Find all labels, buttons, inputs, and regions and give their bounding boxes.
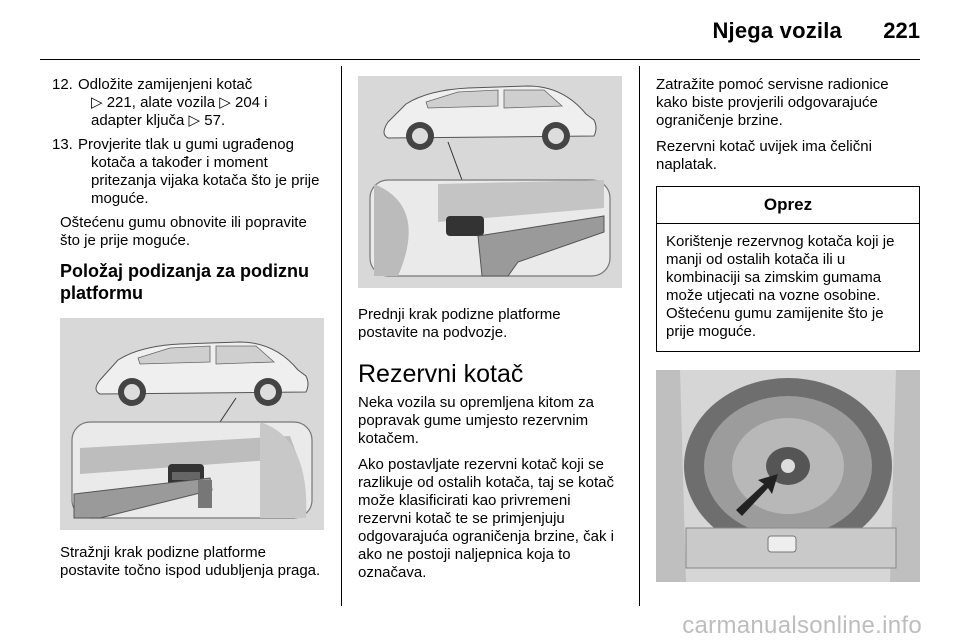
figure-caption: Prednji krak podizne platforme postavite na podvozje. <box>358 306 561 341</box>
list-item-13 <box>52 136 326 208</box>
list-text: kotača a također i moment <box>91 154 268 171</box>
list-number: 12. <box>52 76 73 93</box>
figure-caption: Stražnji krak podizne platforme postavite točno ispod udubljenja praga. <box>60 544 321 579</box>
list-text: Provjerite tlak u gumi ugrađenog <box>78 136 294 153</box>
paragraph: Ako postavljate rezervni kotač koji se razlikuje od ostalih kotača, taj se kotač može klasificirati kao privremeni rezervni kotač te se primjenjuju odgovarajuća ograničenja brzine, čak i ako ne postoji naljepnica koja to označava. <box>358 456 614 581</box>
spare-wheel-figure <box>656 370 920 582</box>
paragraph: Zatražite pomoć servisne radionice kako biste provjerili odgovarajuće ograničenje brzine. <box>656 76 889 129</box>
list-text: moguće. <box>91 190 149 207</box>
column-divider-1 <box>341 66 342 606</box>
list-number: 13. <box>52 136 73 153</box>
paragraph: Rezervni kotač uvijek ima čelični naplatak. <box>656 138 872 173</box>
caution-title: Oprez <box>657 187 919 224</box>
list-text: ▷ 221, alate vozila ▷ 204 i <box>91 94 268 111</box>
list-text: pritezanja vijaka kotača što je prije <box>91 172 320 189</box>
caution-box <box>656 186 920 352</box>
column-3 <box>656 76 920 582</box>
column-1 <box>52 76 326 588</box>
paragraph: Oštećenu gumu obnovite ili popravite što je prije moguće. <box>60 214 307 249</box>
section-heading: Položaj podizanja za podiznu platformu <box>60 261 310 303</box>
section-heading: Rezervni kotač <box>358 360 524 388</box>
paragraph: Neka vozila su opremljena kitom za popravak gume umjesto rezervnim kotačem. <box>358 394 594 447</box>
caution-text: Korištenje rezervnog kotača koji je manji od ostalih kotača ili u kombinaciji sa zimskim gumama može utjecati na vozne osobine. Oštećenu gumu zamijenite što je prije moguće. <box>666 233 895 340</box>
section-title: Njega vozila <box>712 18 842 43</box>
watermark: carmanualsonline.info <box>682 612 922 639</box>
list-text: Odložite zamijenjeni kotač <box>78 76 253 93</box>
column-divider-2 <box>639 66 640 606</box>
page-number: 221 <box>883 18 920 43</box>
list-item-12 <box>52 76 326 130</box>
header-rule <box>40 59 920 60</box>
column-2 <box>358 76 622 590</box>
rear-lift-point-figure <box>60 318 324 530</box>
front-lift-point-figure <box>358 76 622 288</box>
list-text: adapter ključa ▷ 57. <box>91 112 226 129</box>
